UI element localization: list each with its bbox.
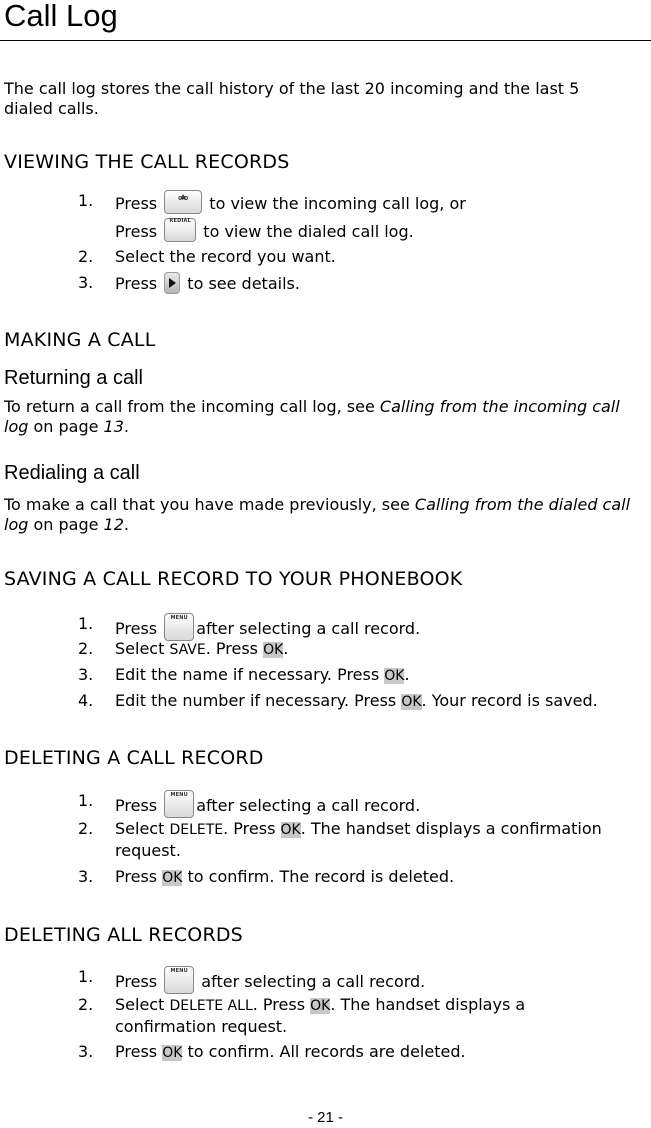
title-divider [0, 40, 651, 41]
step-number: 1. [78, 191, 94, 210]
page-reference: 12 [103, 515, 124, 534]
redialing-paragraph: To make a call that you have made previously, see Calling from the dialed call log on page 12. [4, 495, 631, 534]
ok-key-label: OK [401, 694, 422, 710]
step-text: Press [115, 274, 158, 293]
section-heading-viewing: VIEWING THE CALL RECORDS [4, 151, 290, 173]
menu-option-delete-all: DELETE ALL [169, 998, 253, 1014]
subheading-redialing: Redialing a call [4, 462, 140, 484]
ok-key-label: OK [263, 642, 284, 658]
ok-key-label: OK [280, 822, 301, 838]
cross-reference-link: Calling from the dialed call log [4, 495, 631, 534]
cross-reference-link: Calling from the incoming call log [4, 397, 620, 436]
step-text: to view the dialed call log. [203, 222, 414, 241]
ok-key-label: OK [384, 668, 405, 684]
ok-key-label: OK [162, 870, 183, 886]
step-text: Press [115, 222, 158, 241]
right-arrow-key-icon [164, 272, 180, 294]
ok-key-label: OK [310, 998, 331, 1014]
menu-option-save: SAVE [169, 642, 206, 658]
ok-key-label: OK [162, 1045, 183, 1061]
section-heading-deleting-all: DELETING ALL RECORDS [4, 924, 243, 946]
redial-key-icon: REDIAL [164, 218, 196, 242]
subheading-returning: Returning a call [4, 367, 143, 389]
step-text: Press [115, 194, 158, 213]
page-reference: 13 [103, 417, 124, 436]
menu-key-icon: MENU [164, 790, 194, 818]
step-text: to see details. [187, 274, 300, 293]
cid-key-icon: CID [164, 190, 202, 214]
menu-key-icon: MENU [164, 966, 194, 994]
step-number: 2. [78, 247, 94, 266]
returning-paragraph: To return a call from the incoming call log, see Calling from the incoming call log on page 13. [4, 397, 620, 436]
page-title: Call Log [4, 0, 118, 33]
step-text: to view the incoming call log, or [209, 194, 466, 213]
page-number: - 21 - [307, 1109, 343, 1126]
delete-all-step-2-continued: confirmation request. [115, 1017, 288, 1036]
section-heading-saving: SAVING A CALL RECORD TO YOUR PHONEBOOK [4, 568, 463, 590]
step-number: 3. [78, 273, 94, 292]
step-text: Select the record you want. [115, 247, 336, 266]
menu-key-icon: MENU [164, 613, 194, 641]
intro-paragraph: The call log stores the call history of the last 20 incoming and the last 5 dialed calls. [4, 79, 580, 118]
section-heading-making: MAKING A CALL [4, 329, 156, 351]
delete-step-2-continued: request. [115, 841, 181, 860]
menu-option-delete: DELETE [169, 822, 224, 838]
section-heading-deleting-record: DELETING A CALL RECORD [4, 747, 264, 769]
